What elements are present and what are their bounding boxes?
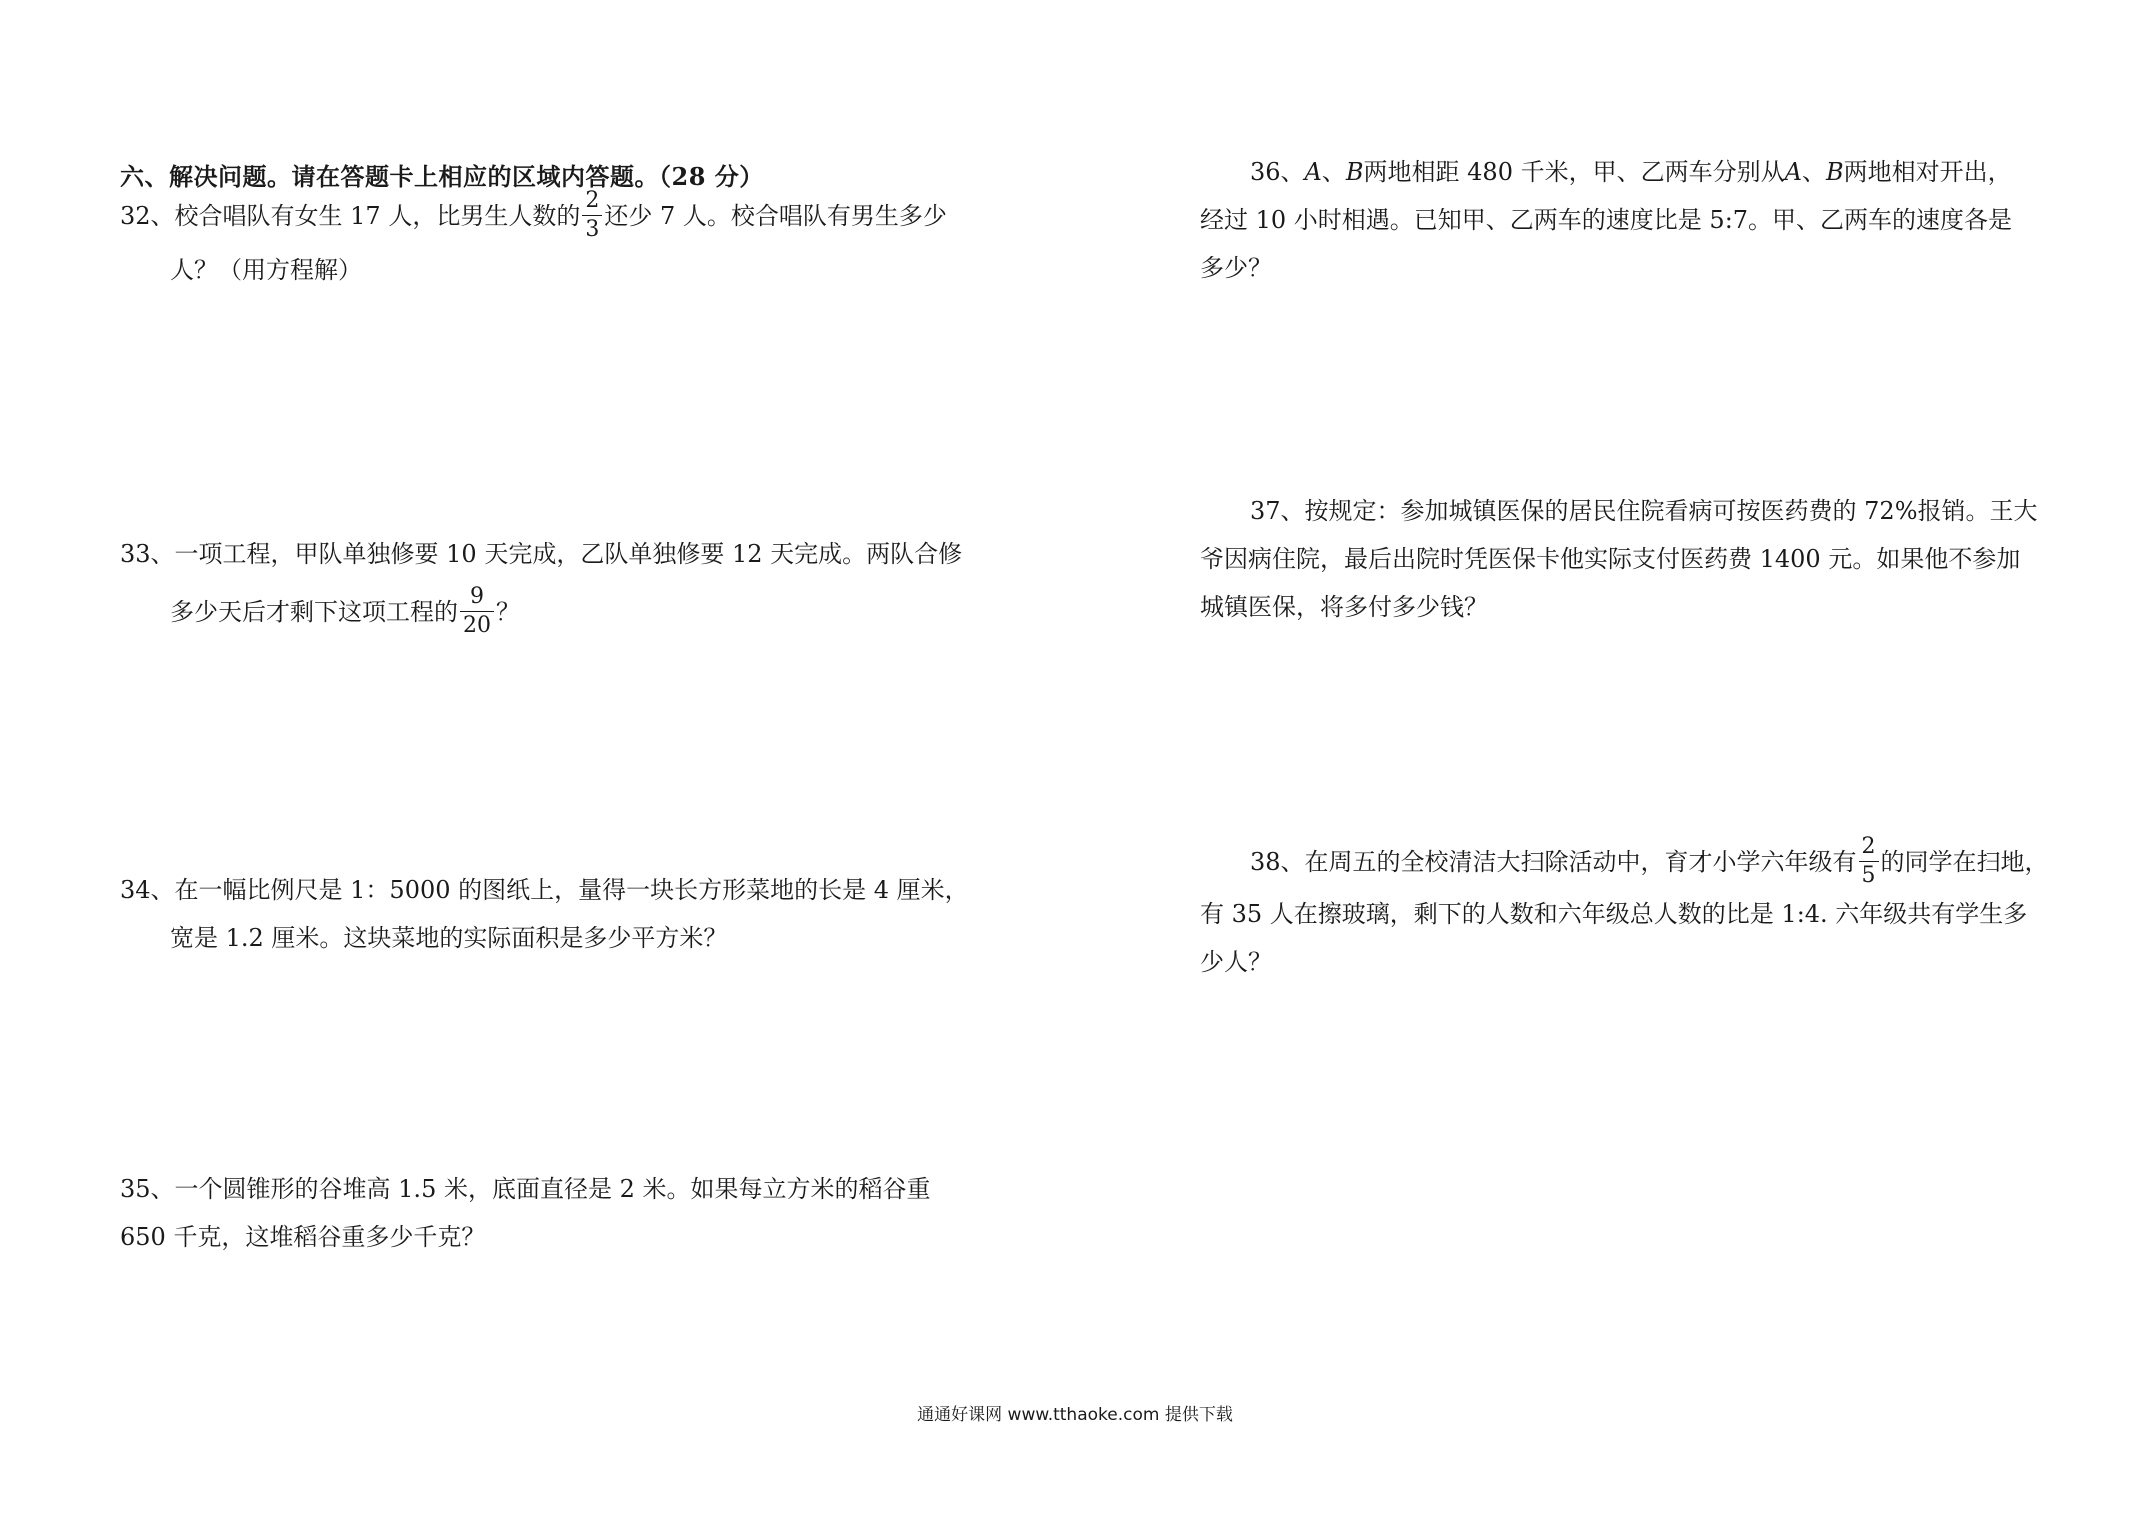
- fraction-2-5: [1859, 836, 1879, 887]
- point-a-label: A: [1304, 158, 1322, 186]
- fraction-numerator: 9: [460, 586, 494, 612]
- problem-38: [1200, 834, 2050, 986]
- problem-33-line-2: [120, 584, 970, 638]
- problem-35-line-2: 650 千克，这堆稻谷重多少千克？: [120, 1223, 486, 1251]
- left-column: [120, 0, 970, 1518]
- problem-38-line-1: [1200, 834, 2050, 888]
- problem-37-line-2: 爷因病住院，最后出院时凭医保卡他实际支付医药费 1400 元。如果他不参加: [1200, 545, 2021, 573]
- problem-36-text-a: 36、: [1250, 158, 1305, 186]
- problem-34: [120, 866, 970, 962]
- right-column: [1200, 0, 2050, 1518]
- problem-34-line-2: 宽是 1.2 厘米。这块菜地的实际面积是多少平方米？: [170, 924, 728, 952]
- problem-32-line-2: 人？（用方程解）: [170, 256, 362, 284]
- problem-33-text-a: 多少天后才剩下这项工程的: [170, 598, 458, 626]
- problem-33-line-1: 33、一项工程，甲队单独修要 10 天完成，乙队单独修要 12 天完成。两队合修: [120, 540, 963, 568]
- problem-38-line-3: 少人？: [1200, 948, 1272, 976]
- problem-36-text-c: 两地相距 480 千米，甲、乙两车分别从: [1363, 158, 1785, 186]
- fraction-numerator: 2: [1859, 836, 1879, 862]
- problem-33-text-b: ？: [496, 598, 520, 626]
- problem-38-text-a: 38、在周五的全校清洁大扫除活动中，育才小学六年级有: [1250, 848, 1857, 876]
- fraction-9-20: [460, 586, 494, 637]
- problem-38-line-2: 有 35 人在擦玻璃，剩下的人数和六年级总人数的比是 1:4. 六年级共有学生多: [1200, 900, 2028, 928]
- problem-38-text-b: 的同学在扫地，: [1880, 848, 2049, 876]
- point-b-label: B: [1825, 158, 1844, 186]
- fraction-denominator: 5: [1861, 863, 1876, 888]
- fraction-denominator: 3: [585, 217, 600, 242]
- problem-37: [1200, 487, 2050, 631]
- problem-36-line-3: 多少？: [1200, 254, 1272, 282]
- problem-32-line-1: [120, 188, 970, 242]
- problem-34-line-1: 34、在一幅比例尺是 1：5000 的图纸上，量得一块长方形菜地的长是 4 厘米，: [120, 876, 969, 904]
- problem-32-text-b: 还少 7 人。校合唱队有男生多少: [604, 202, 947, 230]
- problem-33: [120, 530, 970, 636]
- problem-36-text-d: 、: [1801, 158, 1826, 186]
- section-title: 六、解决问题。请在答题卡上相应的区域内答题。（28 分）: [120, 162, 764, 191]
- problem-35: [120, 1165, 970, 1261]
- fraction-2-3: [582, 190, 602, 241]
- problem-36-line-1: [1200, 148, 2050, 196]
- problem-36-line-2: 经过 10 小时相遇。已知甲、乙两车的速度比是 5:7。甲、乙两车的速度各是: [1200, 206, 2013, 234]
- problem-36: [1200, 148, 2050, 292]
- fraction-numerator: 2: [582, 190, 602, 216]
- problem-36-text-e: 两地相对开出，: [1843, 158, 2012, 186]
- fraction-denominator: 20: [463, 613, 491, 638]
- problem-36-text-b: 、: [1321, 158, 1346, 186]
- footer-credit: 通通好课网 www.tthaoke.com 提供下载: [917, 1405, 1233, 1425]
- problem-37-line-3: 城镇医保，将多付多少钱？: [1200, 593, 1488, 621]
- problem-32: [120, 188, 970, 294]
- problem-35-line-1: 35、一个圆锥形的谷堆高 1.5 米，底面直径是 2 米。如果每立方米的稻谷重: [120, 1175, 931, 1203]
- problem-32-text-a: 32、校合唱队有女生 17 人，比男生人数的: [120, 202, 581, 230]
- point-b-label: B: [1345, 158, 1364, 186]
- point-a-label: A: [1784, 158, 1802, 186]
- problem-37-line-1: 37、按规定：参加城镇医保的居民住院看病可按医药费的 72%报销。王大: [1250, 497, 2038, 525]
